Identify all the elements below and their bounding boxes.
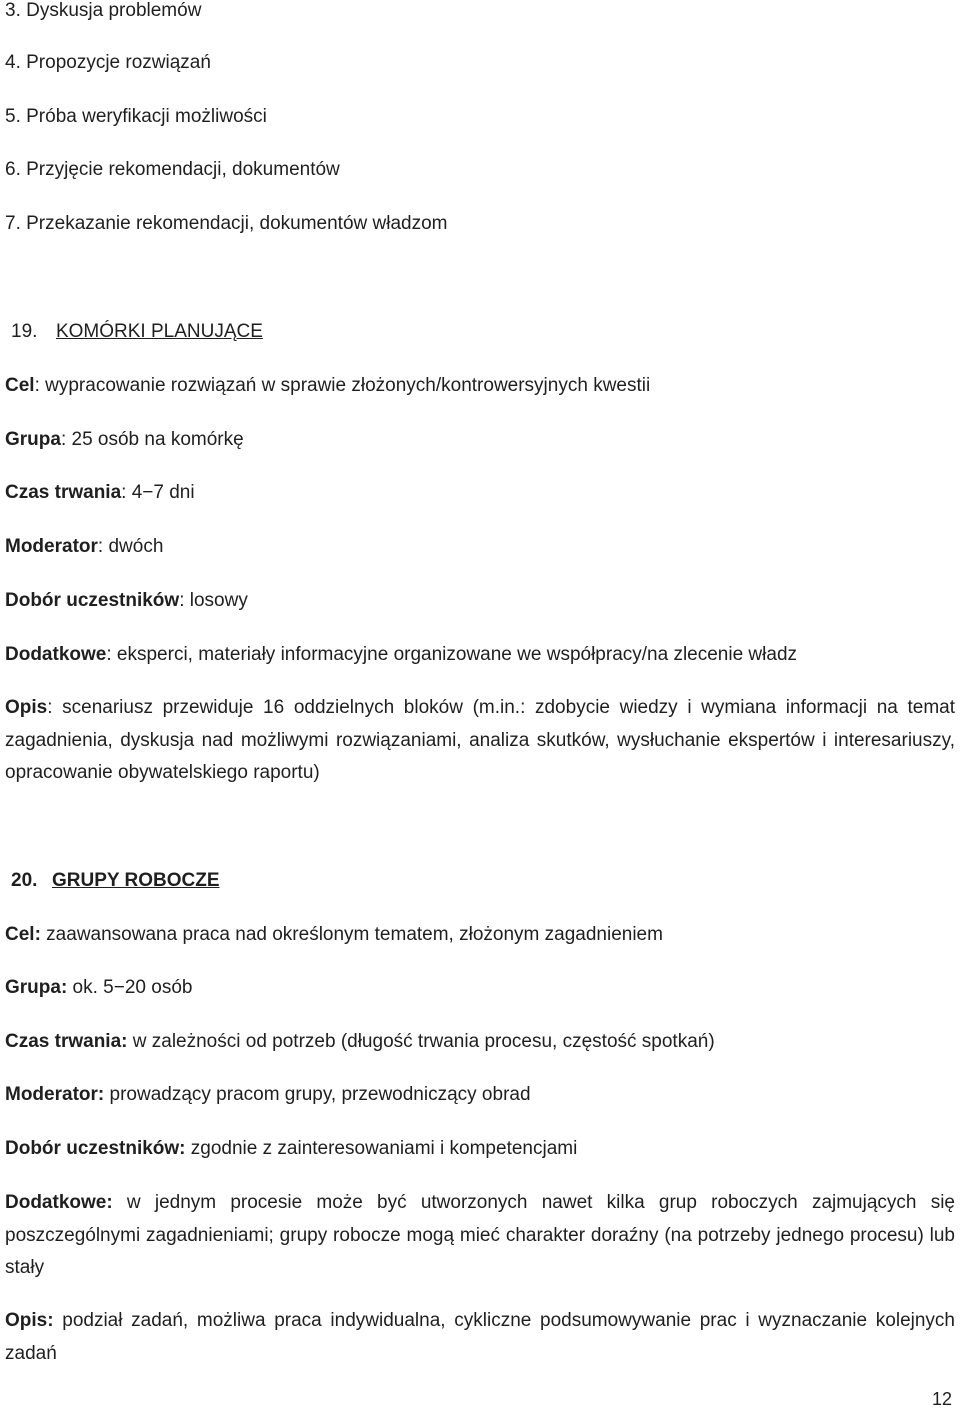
field-value: zgodnie z zainteresowaniami i kompetencjami [185, 1138, 578, 1159]
list-item: 6. Przyjęcie rekomendacji, dokumentów [5, 159, 340, 180]
list-item: 4. Propozycje rozwiązań [5, 52, 211, 73]
section-number: 20. [11, 870, 38, 891]
field-value: zaawansowana praca nad określonym tematem, złożonym zagadnieniem [40, 924, 663, 945]
field-cel [5, 924, 663, 946]
field-label: Moderator: [5, 1084, 105, 1105]
section-title: KOMÓRKI PLANUJĄCE [55, 321, 263, 342]
field-value: w zależności od potrzeb (długość trwania procesu, częstość spotkań) [127, 1031, 715, 1052]
field-label: Opis [5, 697, 48, 718]
field-value: : wypracowanie rozwiązań w sprawie złożonych/kontrowersyjnych kwestii [34, 375, 651, 396]
field-grupa [5, 429, 244, 451]
field-label: Grupa [5, 429, 61, 450]
field-opis [5, 1305, 955, 1370]
field-value: : 4−7 dni [121, 482, 195, 503]
field-dobor-uczestnikow [5, 590, 248, 612]
field-label: Czas trwania: [5, 1031, 128, 1052]
field-label: Czas trwania [5, 482, 122, 503]
field-label: Grupa: [5, 977, 68, 998]
field-dodatkowe [5, 1187, 955, 1285]
list-item: 3. Dyskusja problemów [5, 0, 202, 21]
section-heading [11, 321, 263, 343]
field-label: Moderator [5, 536, 98, 557]
field-label: Dodatkowe: [5, 1192, 113, 1213]
field-czas-trwania [5, 1031, 715, 1053]
section-heading [11, 870, 220, 892]
field-moderator [5, 1084, 531, 1106]
field-dobor-uczestnikow [5, 1138, 577, 1160]
list-item: 7. Przekazanie rekomendacji, dokumentów władzom [5, 213, 448, 234]
field-grupa [5, 977, 192, 999]
field-value: prowadzący pracom grupy, przewodniczący obrad [104, 1084, 531, 1105]
field-label: Dobór uczestników: [5, 1138, 186, 1159]
field-moderator [5, 536, 163, 558]
field-value: ok. 5−20 osób [67, 977, 193, 998]
field-value: : dwóch [97, 536, 164, 557]
field-value: : losowy [179, 590, 248, 611]
section-number: 19. [11, 321, 38, 342]
field-value: : 25 osób na komórkę [60, 429, 244, 450]
field-label: Opis: [5, 1310, 54, 1331]
field-value: podział zadań, możliwa praca indywidualna, cykliczne podsumowywanie prac i wyznaczanie kolejnych zadań [5, 1310, 955, 1364]
field-value: : scenariusz przewiduje 16 oddzielnych bloków (m.in.: zdobycie wiedzy i wymiana informacji na temat zagadnienia, dyskusja nad możliwymi rozwiązaniami, analiza skutków, wysłuchanie ekspertów i interesariuszy, opracowanie obywatelskiego raportu) [5, 697, 955, 783]
section-title: GRUPY ROBOCZE [51, 870, 220, 891]
field-dodatkowe [5, 644, 797, 666]
page-number: 12 [931, 1389, 952, 1409]
field-value: : eksperci, materiały informacyjne organizowane we współpracy/na zlecenie władz [106, 644, 798, 665]
field-value: w jednym procesie może być utworzonych nawet kilka grup roboczych zajmujących się poszczególnymi zagadnieniami; grupy robocze mogą mieć charakter doraźny (na potrzeby jednego procesu) lub stały [5, 1192, 955, 1278]
field-label: Dobór uczestników [5, 590, 180, 611]
field-label: Dodatkowe [5, 644, 107, 665]
list-item: 5. Próba weryfikacji możliwości [5, 106, 267, 127]
field-opis [5, 692, 955, 790]
field-label: Cel [5, 375, 35, 396]
field-label: Cel: [5, 924, 41, 945]
field-czas-trwania [5, 482, 195, 504]
field-cel [5, 375, 650, 397]
